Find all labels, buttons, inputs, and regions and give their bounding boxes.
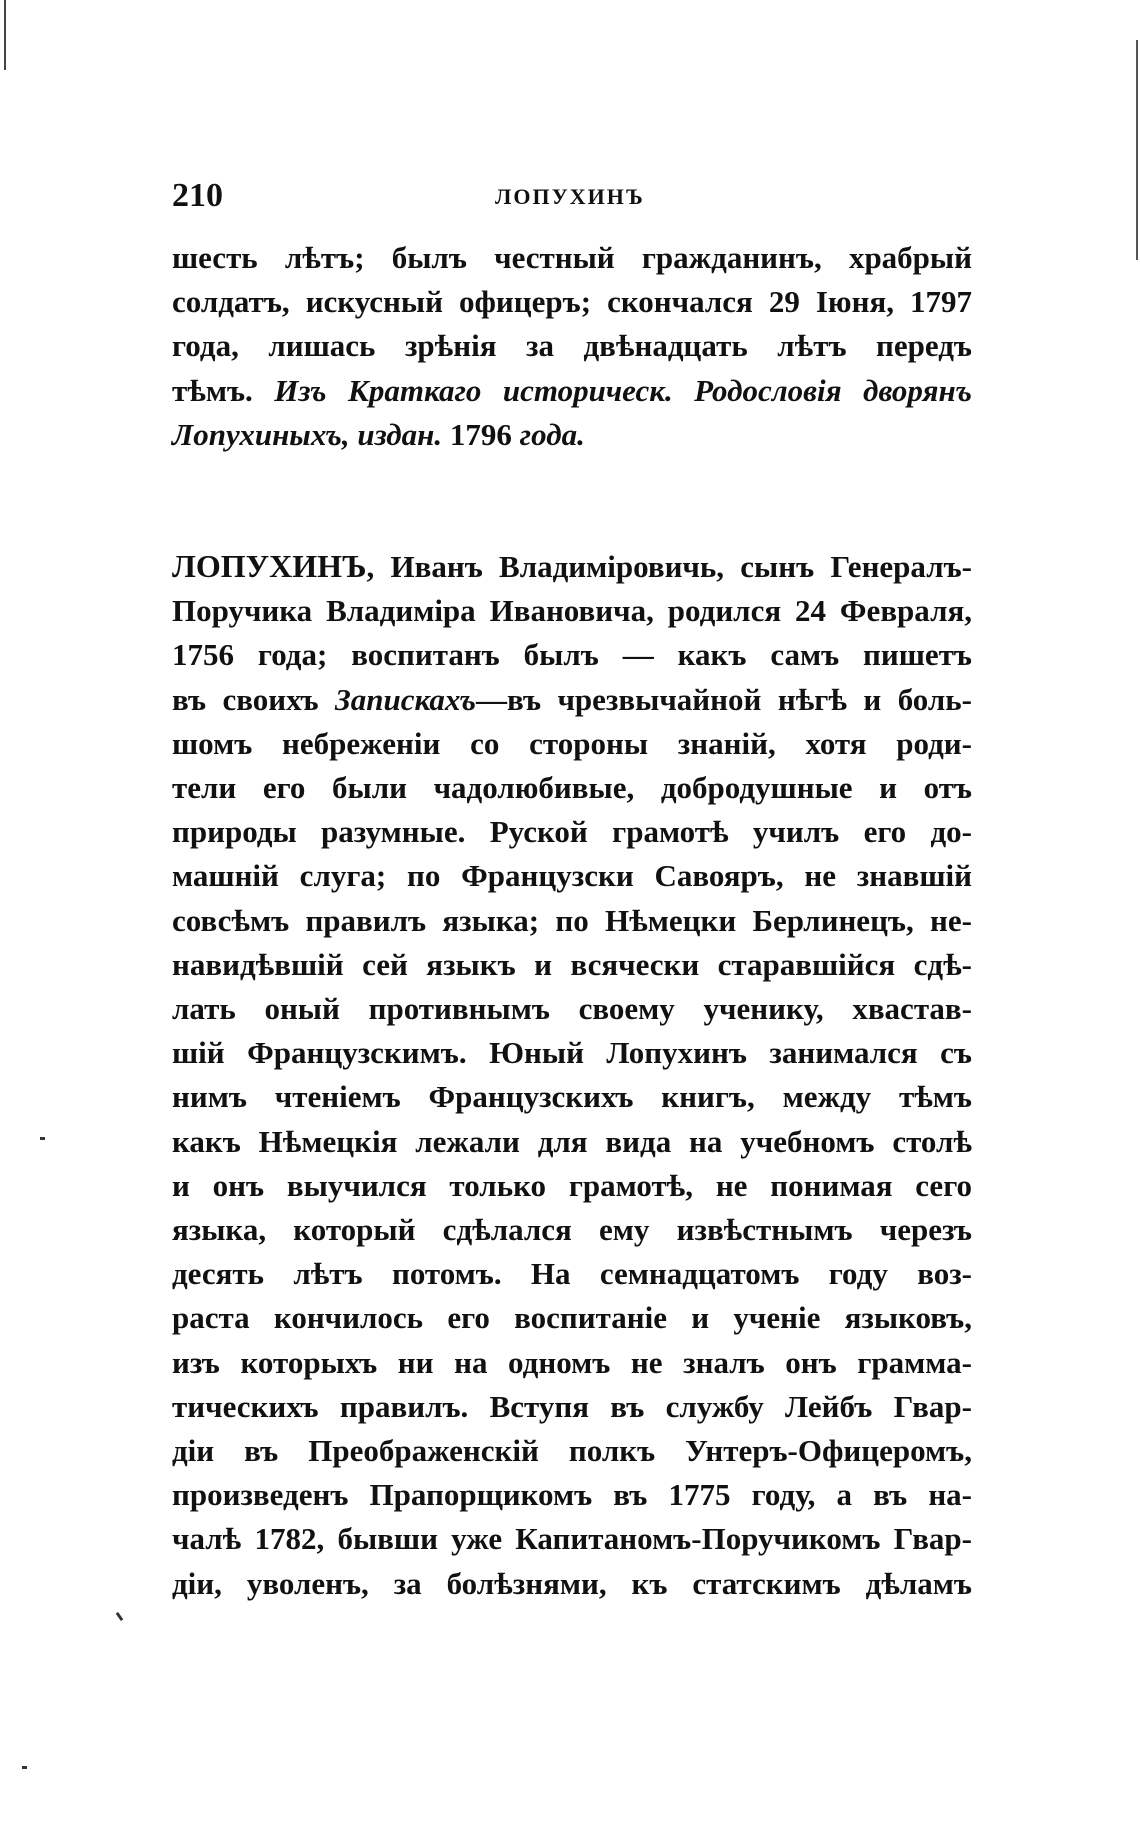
text-line: діи, уволенъ, за болѣзнями, къ статскимъ дѣламъ <box>172 1565 972 1601</box>
scan-speck <box>116 1612 124 1621</box>
text-line: шесть лѣтъ; былъ честный гражданинъ, храбрый <box>172 240 972 275</box>
text-line-source-end <box>172 413 972 457</box>
page-edge-right <box>1136 40 1138 260</box>
entry-first-line <box>172 544 972 589</box>
source-citation: Лопухиныхъ, издан. <box>172 416 443 452</box>
text-line-source <box>172 369 972 413</box>
source-citation: Изъ Краткаго историческ. Родословія дворянъ <box>252 372 972 408</box>
entry-heading-name: ЛОПУХИНЪ <box>172 548 367 584</box>
text-line: чалѣ 1782, бывши уже Капитаномъ-Поручикомъ Гвар- <box>172 1521 972 1557</box>
text-line: изъ которыхъ ни на одномъ не зналъ онъ грамма- <box>172 1344 972 1380</box>
text-line: совсѣмъ правилъ языка; по Нѣмецки Берлинецъ, не- <box>172 902 972 938</box>
entry-paragraph <box>172 544 972 1606</box>
text-line: Поручика Владиміра Ивановича, родился 24 Февраля, <box>172 593 972 629</box>
continuation-paragraph <box>172 236 972 457</box>
text-line: шій Французскимъ. Юный Лопухинъ занимался съ <box>172 1035 972 1071</box>
page-edge-left <box>4 0 6 70</box>
source-year: 1796 <box>442 416 512 452</box>
running-head: ЛОПУХИНЪ <box>495 184 645 209</box>
text-plain: —въ чрезвычайной нѣгѣ и боль- <box>475 681 972 717</box>
text-line: природы разумные. Руской грамотѣ училъ его до- <box>172 814 972 850</box>
text-plain: тѣмъ. <box>172 372 253 408</box>
text-line: и онъ выучился только грамотѣ, не понимая сего <box>172 1167 972 1203</box>
scan-speck <box>22 1766 27 1769</box>
source-citation: года. <box>511 416 585 452</box>
text-line: произведенъ Прапорщикомъ въ 1775 году, а въ на- <box>172 1477 972 1513</box>
text-plain: въ своихъ <box>172 681 335 717</box>
text-line: года, лишась зрѣнія за двѣнадцать лѣтъ передъ <box>172 328 972 364</box>
text-line: солдатъ, искусный офицеръ; скончался 29 Іюня, 1797 <box>172 284 972 320</box>
text-line: тели его были чадолюбивые, добродушные и отъ <box>172 770 972 806</box>
text-line: шомъ небреженіи со стороны знаній, хотя роди- <box>172 725 972 761</box>
italic-title: Запискахъ <box>334 681 476 717</box>
page-number: 210 <box>172 177 223 214</box>
text-line: языка, который сдѣлался ему извѣстнымъ черезъ <box>172 1212 972 1248</box>
text-line-with-italic <box>172 678 972 722</box>
scan-speck <box>40 1137 45 1140</box>
text-line: раста кончилось его воспитаніе и ученіе языковъ, <box>172 1300 972 1336</box>
text-line: лать оный противнымъ своему ученику, хвастав- <box>172 991 972 1027</box>
text-line: какъ Нѣмецкія лежали для вида на учебномъ столѣ <box>172 1123 972 1159</box>
text-line: десять лѣтъ потомъ. На семнадцатомъ году воз- <box>172 1256 972 1292</box>
text-line: 1756 года; воспитанъ былъ — какъ самъ пишетъ <box>172 637 972 673</box>
text-line: нимъ чтеніемъ Французскихъ книгъ, между тѣмъ <box>172 1079 972 1115</box>
text-plain: , Иванъ Владиміровичь, сынъ Генералъ- <box>366 549 972 584</box>
page-header <box>172 176 992 220</box>
text-line: тическихъ правилъ. Вступя въ службу Лейбъ Гвар- <box>172 1388 972 1424</box>
text-line: діи въ Преображенскій полкъ Унтеръ-Офицеромъ, <box>172 1433 972 1469</box>
text-line: машній слуга; по Французски Савояръ, не знавшій <box>172 858 972 894</box>
text-line: навидѣвшій сей языкъ и всячески старавшійся сдѣ- <box>172 946 972 982</box>
